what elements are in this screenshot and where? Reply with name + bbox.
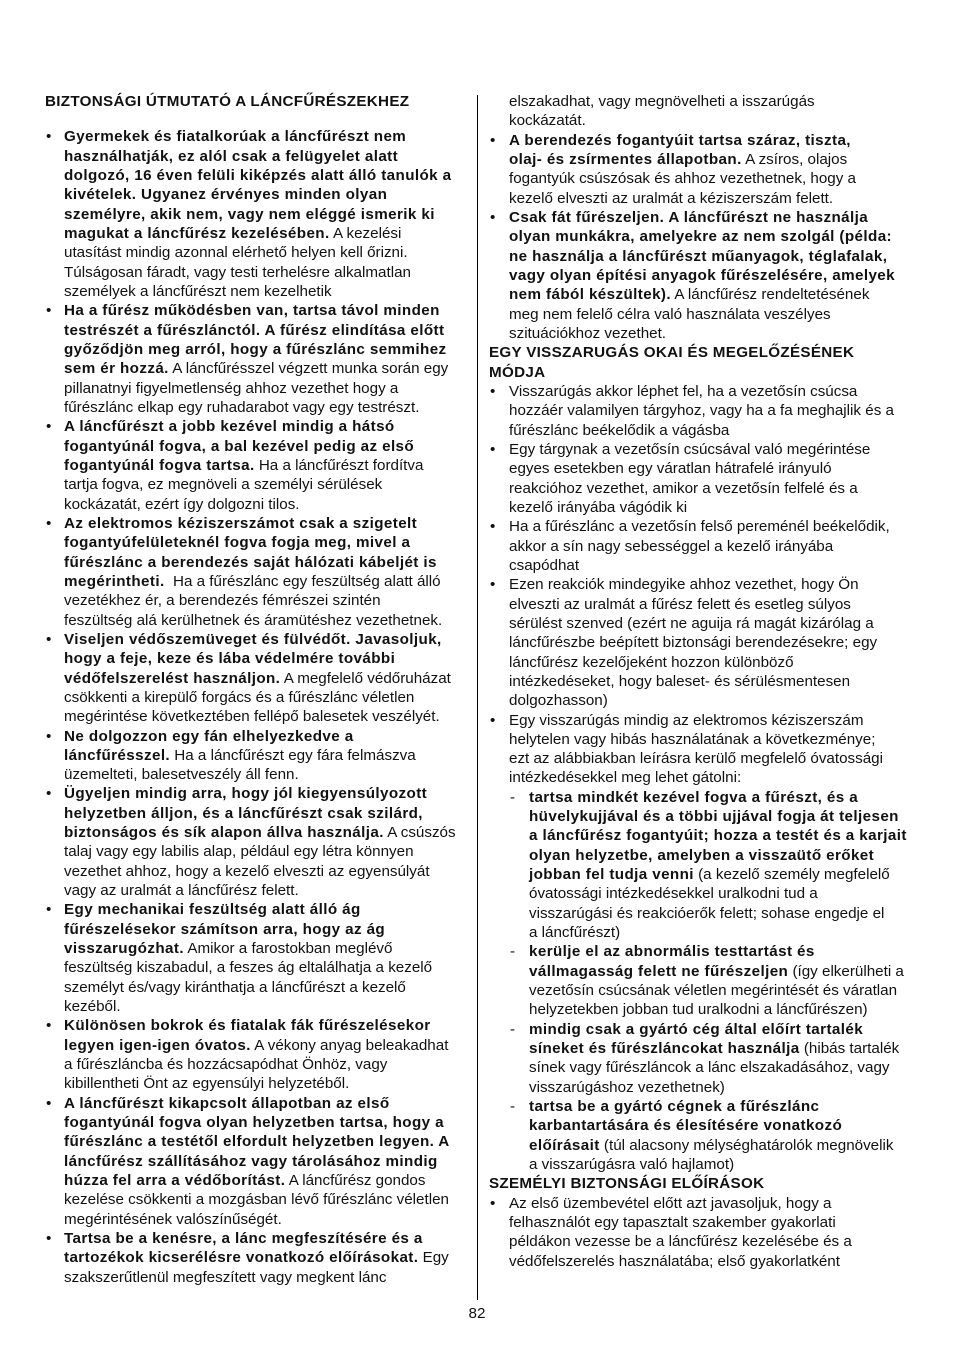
list-item bbox=[45, 1016, 473, 1093]
right-column bbox=[489, 92, 934, 1271]
bold-text: tartsa mindkét kezével fogva a fűrészt, és a hüvelykujjával és a többi ujjával fogja át teljesen a láncfűrész fogantyúit; hozza a testét és a karjait olyan helyzetbe, amelyben a visszaütő erőket jobban fel tudja venni bbox=[529, 788, 907, 884]
list-item bbox=[45, 417, 473, 514]
bold-text: tartsa be a gyártó cégnek a fűrészlánc karbantartására és élesítésére vonatkozó előírásait bbox=[529, 1098, 843, 1154]
bold-text: Ne dolgozzon egy fán elhelyezkedve a láncfűrésszel. bbox=[64, 727, 354, 764]
list-item bbox=[489, 208, 934, 343]
bold-text: kerülje el az abnormális testtartást és vállmagasság felett ne fűrészeljen bbox=[529, 943, 815, 980]
list-item bbox=[45, 301, 473, 417]
body-text: (így elkerülheti a vezetősín csúcsának véletlen megérintését és váratlan helyzetekben jobban tud uralkodni a láncfűrészen) bbox=[529, 962, 904, 1019]
body-text: A megfelelő védőruházat csökkenti a kirepülő forgács és a fűrészlánc véletlen megérintése következtében fellépő balesetek veszélyét. bbox=[64, 669, 451, 726]
body-text: Egy visszarúgás mindig az elektromos kéziszerszám helytelen vagy hibás használatának a következménye; ezt az alábbiakban leírásra kerülő megfelelő óvatossági intézkedésekkel meg lehet gátolni: bbox=[509, 711, 883, 787]
precaution-list bbox=[509, 788, 934, 1175]
body-text: Ha a fűrészlánc egy feszültség alatt álló vezetékhez ér, a berendezés fémrészei szintén feszültség alá kerülhetnek és áramütéshez vezethetnek. bbox=[64, 572, 443, 629]
personal-safety-list bbox=[489, 1194, 934, 1271]
safety-list bbox=[45, 127, 473, 1287]
body-text: A láncfűrész rendeltetésének meg nem felelő célra való használata veszélyes szituációkhoz vezethet. bbox=[509, 286, 870, 342]
continuation-text: elszakadhat, vagy megnövelheti a isszarúgás kockázatát. bbox=[509, 93, 815, 130]
bold-text: Viseljen védőszemüveget és fülvédőt. Javasoljuk, hogy a feje, keze és lába védelmére további védőfelszerelést használjon. bbox=[64, 630, 442, 687]
kickback-list bbox=[489, 382, 934, 1174]
list-item bbox=[489, 382, 934, 440]
body-text: Ha a láncfűrészt egy fára felmászva üzemelteti, balesetveszély áll fenn. bbox=[64, 746, 416, 784]
body-text: A zsíros, olajos fogantyúk csúszósak és ahhoz vezethetnek, hogy a kezelő elveszti az uralmát a kéziszerszám felett. bbox=[509, 150, 856, 207]
bold-text: A láncfűrészt kikapcsolt állapotban az első fogantyúnál fogva olyan helyzetben tartsa, hogy a fűrészlánc a testétől elfordult helyzetben legyen. A láncfűrész szállításához vagy tárolásához mindig húzza fel arra a védőborítást. bbox=[64, 1094, 450, 1190]
list-item bbox=[45, 514, 473, 630]
list-item bbox=[489, 131, 934, 208]
bold-text: Ügyeljen mindig arra, hogy jól kiegyensúlyozott helyzetben álljon, és a láncfűrészt csak szilárd, biztonságos és sík alapon állva használja. bbox=[64, 785, 428, 842]
body-text: Egy szakszerűtlenül megfeszített vagy megkent lánc bbox=[64, 1249, 449, 1286]
body-text: Egy tárgynak a vezetősín csúcsával való megérintése egyes esetekben egy váratlan hátrafelé irányuló reakcióhoz vezethet, amikor a vezetősín felfelé és a kezelő irányába vágódik ki bbox=[509, 440, 871, 516]
left-column bbox=[45, 92, 473, 1287]
section-heading-kickback: EGY VISSZARUGÁS OKAI ÉS MEGELŐZÉSÉNEK MÓDJA bbox=[489, 344, 855, 381]
column-divider bbox=[477, 95, 478, 1300]
body-text: Amikor a farostokban meglévő feszültség kiszabadul, a feszes ág eltalálhatja a kezelő személyt és/vagy kiránthatja a láncfűrészt a kezelő kezéből. bbox=[64, 940, 433, 1016]
list-item bbox=[45, 1229, 473, 1287]
bold-text: Az elektromos kéziszerszámot csak a szigetelt fogantyúfelületeknél fogva fogja meg, mivel a fűrészlánc a berendezés saját hálózati kábeljét is megérintheti. bbox=[64, 514, 437, 590]
body-text: Visszarúgás akkor léphet fel, ha a vezetősín csúcsa hozzáér valamilyen tárgyhoz, vagy ha a fa meghajlik és a fűrészlánc beékelődik a vágásba bbox=[509, 382, 894, 439]
list-item bbox=[45, 784, 473, 900]
body-text: A láncfűrésszel végzett munka során egy pillanatnyi figyelmetlenség ahhoz vezethet hogy a fűrészlánc elkap egy ruhadarabot vagy egy testrészt. bbox=[64, 360, 449, 416]
page-number: 82 bbox=[468, 1305, 486, 1322]
body-text: A kezelési utasítást mindig azonnal elérhető helyen kell őrizni. Túlságosan fáradt, vagy testi terhelésre alkalmatlan személyek a láncfűrészt nem kezelhetik bbox=[64, 224, 411, 300]
bold-text: Ha a fűrész működésben van, tartsa távol minden testrészét a fűrészlánctól. A fűrész elindítása előtt győződjön meg arról, hogy a fűrészlánc semmihez sem ér hozzá. bbox=[64, 302, 447, 378]
bold-text: Különösen bokrok és fiatalak fák fűrészelésekor legyen igen-igen óvatos. bbox=[64, 1017, 431, 1054]
safety-list-continued bbox=[489, 131, 934, 344]
body-text: A csúszós talaj vagy egy labilis alap, például egy létra könnyen vezethet ahhoz, hogy a kezelő elveszti az egyensúlyát vagy az uralmát a láncfűrész felett. bbox=[64, 824, 456, 900]
dash-list-item bbox=[509, 1097, 934, 1174]
bold-text: A berendezés fogantyúit tartsa száraz, tiszta, olaj- és zsírmentes állapotban. bbox=[509, 131, 851, 168]
list-item bbox=[489, 575, 934, 710]
list-item bbox=[489, 1194, 934, 1271]
body-text: Az első üzembevétel előtt azt javasoljuk, hogy a felhasználót egy tapasztalt szakember gyakorlati példákon vezesse be a láncfűrész kezelésébe és a védőfelszerelés használatába; első gyakorlatként bbox=[509, 1194, 852, 1270]
section-heading-personal-safety: SZEMÉLYI BIZTONSÁGI ELŐÍRÁSOK bbox=[489, 1175, 765, 1193]
bold-text: Gyermekek és fiatalkorúak a láncfűrészt nem használhatják, ez alól csak a felügyelet alatt dolgozó, 16 éven felüli kiképzés alatt álló tanulók a kivételek. Ugyanez érvényes minden olyan személyre, akik nem, vagy nem eléggé ismerik ki magukat a láncfűrész kezelésében. bbox=[64, 128, 452, 242]
body-text: Ha a láncfűrészt fordítva tartja fogva, ez megnöveli a személyi sérülések kockázatát, ezért így dolgozni tilos. bbox=[64, 456, 424, 513]
list-item bbox=[45, 900, 473, 1016]
body-text: (a kezelő személy megfelelő óvatossági intézkedésekkel uralkodni tud a visszarúgási és reakcióerők felett; sohase engedje el a láncfűrészt) bbox=[529, 866, 890, 942]
bold-text: mindig csak a gyártó cég által előírt tartalék síneket és fűrészláncokat használja bbox=[529, 1020, 864, 1058]
dash-list-item bbox=[509, 1020, 934, 1097]
list-item bbox=[45, 127, 473, 301]
body-text: A láncfűrész gondos kezelése csökkenti a mozgásban lévő fűrészlánc véletlen megérintésének valószínűségét. bbox=[64, 1172, 449, 1228]
list-item bbox=[489, 711, 934, 1175]
list-item bbox=[489, 517, 934, 575]
bold-text: A láncfűrészt a jobb kezével mindig a hátsó fogantyúnál fogva, a bal kezével pedig az első fogantyúnál fogva tartsa. bbox=[64, 418, 415, 474]
list-item bbox=[489, 440, 934, 517]
section-heading-chainsaw-safety: BIZTONSÁGI ÚTMUTATÓ A LÁNCFŰRÉSZEKHEZ bbox=[45, 93, 410, 110]
list-item bbox=[45, 1094, 473, 1229]
body-text: Ezen reakciók mindegyike ahhoz vezethet, hogy Ön elveszti az uralmát a fűrész felett és esetleg súlyos sérülést szenved (ezért ne aguija rá magát kizárólag a láncfűrészbe beépített biztonsági berendezésekre; egy láncfűrész kezelőjeként hozzon különböző intézkedéseket, hogy baleset- és sérülésmentesen dolgozhasson) bbox=[509, 576, 878, 710]
list-item bbox=[45, 630, 473, 727]
body-text: (túl alacsony mélységhatárolók megnövelik a visszarúgásra való hajlamot) bbox=[529, 1136, 894, 1174]
body-text: A vékony anyag beleakadhat a fűrészláncba és hozzácsapódhat Önhöz, vagy kibillentheti Önt az egyensúlyi helyzetéből. bbox=[64, 1036, 449, 1093]
list-item bbox=[45, 727, 473, 785]
dash-list-item bbox=[509, 788, 934, 943]
body-text: Ha a fűrészlánc a vezetősín felső pereménél beékelődik, akkor a sín nagy sebességgel a kezelő irányába csapódhat bbox=[509, 518, 890, 574]
bold-text: Egy mechanikai feszültség alatt álló ág fűrészelésekor számítson arra, hogy az ág visszarugózhat. bbox=[64, 901, 386, 958]
body-text: (hibás tartalék sínek vagy fűrészláncok a lánc elszakadásához, vagy visszarúgáshoz vezethetnek) bbox=[529, 1040, 900, 1096]
dash-list-item bbox=[509, 942, 934, 1019]
bold-text: Tartsa be a kenésre, a lánc megfeszítésére és a tartozékok kicserélésre vonatkozó előírásokat. bbox=[64, 1230, 423, 1267]
bold-text: Csak fát fűrészeljen. A láncfűrészt ne használja olyan munkákra, amelyekre az nem szolgál (példa: ne használja a láncfűrészt műanyagok, téglafalak, vagy olyan építési anyagok fűrészelésére, amelyek nem fából készültek). bbox=[509, 208, 895, 304]
